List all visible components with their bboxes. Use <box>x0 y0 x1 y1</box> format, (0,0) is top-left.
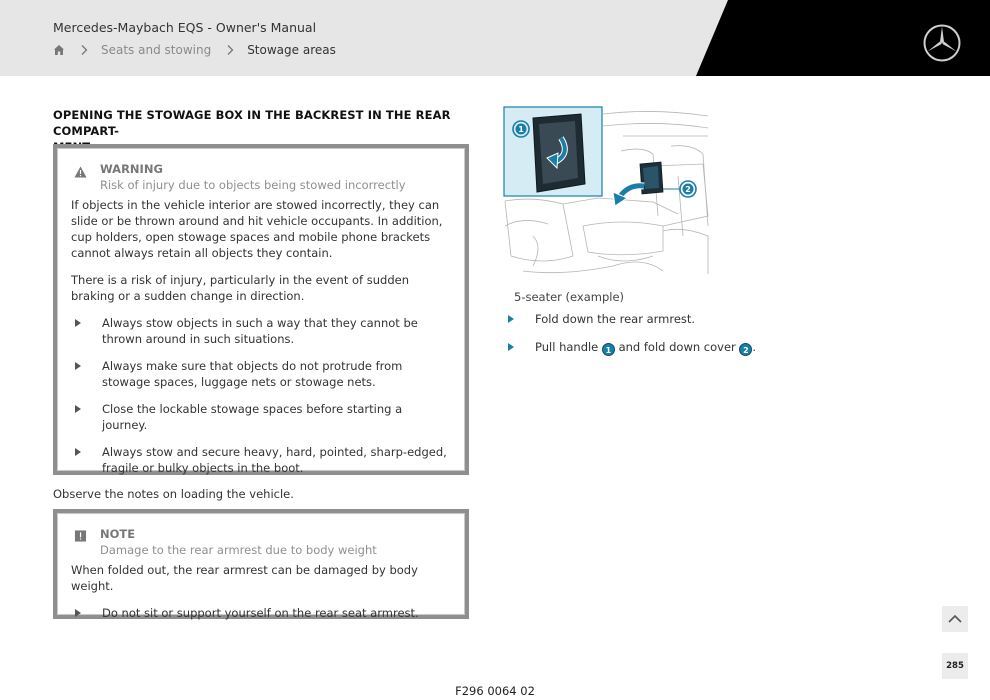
list-item: Always make sure that objects do not protrude from stowage spaces, luggage nets or stowage nets. <box>71 358 450 390</box>
warning-paragraph: If objects in the vehicle interior are stowed incorrectly, they can slide or be thrown around and hit vehicle occupants. In addition, cup holders, open stowage spaces and mobile phone brackets cannot always retain all objects they contain. <box>71 198 443 260</box>
mercedes-star-logo <box>922 23 962 63</box>
home-icon[interactable] <box>53 44 65 56</box>
breadcrumb-stowage-areas: Stowage areas <box>247 43 336 57</box>
warning-triangle-icon <box>74 166 87 178</box>
figure-caption: 5-seater (example) <box>514 290 625 304</box>
bullet-arrow-icon <box>75 405 81 413</box>
warning-box <box>53 144 469 475</box>
svg-text:1: 1 <box>518 125 524 134</box>
note-header <box>71 526 450 558</box>
chevron-up-icon <box>942 606 968 632</box>
chevron-right-icon <box>225 44 235 56</box>
note-label: NOTE <box>100 527 136 541</box>
warning-label: WARNING <box>100 162 163 176</box>
warning-paragraph: There is a risk of injury, particularly in the event of sudden braking or a sudden change in direction. <box>71 273 409 303</box>
note-bullet-list <box>71 605 450 621</box>
note-subtitle: Damage to the rear armrest due to body weight <box>100 543 377 557</box>
callout-badge-2: 2 <box>739 343 752 356</box>
scroll-to-top-button[interactable] <box>942 606 968 632</box>
step-arrow-icon <box>508 315 514 323</box>
list-item: Pull handle 1 and fold down cover 2 . <box>507 339 947 356</box>
armrest-stowage-illustration <box>503 106 713 278</box>
section-title: OPENING THE STOWAGE BOX IN THE BACKREST IN THE REAR COMPART- <box>53 108 451 138</box>
observe-note-text: Observe the notes on loading the vehicle. <box>53 487 294 501</box>
bullet-arrow-icon <box>75 362 81 370</box>
exclamation-square-icon <box>74 530 87 542</box>
manual-title: Mercedes-Maybach EQS - Owner's Manual <box>53 20 317 35</box>
list-item: Close the lockable stowage spaces before starting a journey. <box>71 401 450 433</box>
header-black-panel <box>0 0 990 76</box>
warning-bullet-list <box>71 315 450 476</box>
instruction-steps <box>507 311 947 356</box>
page-number[interactable]: 285 <box>942 653 968 679</box>
list-item: Do not sit or support yourself on the rear seat armrest. <box>71 605 450 621</box>
list-item: Always stow objects in such a way that they cannot be thrown around in such situations. <box>71 315 450 347</box>
warning-header <box>71 161 450 193</box>
callout-1 <box>513 121 529 137</box>
callout-badge-1: 1 <box>602 343 615 356</box>
note-box <box>53 509 469 619</box>
breadcrumb-seats-and-stowing[interactable]: Seats and stowing <box>101 43 212 57</box>
list-item: Fold down the rear armrest. <box>507 311 947 327</box>
bullet-arrow-icon <box>75 319 81 327</box>
chevron-right-icon <box>79 44 89 56</box>
breadcrumb <box>53 42 336 58</box>
note-paragraph: When folded out, the rear armrest can be damaged by body weight. <box>71 563 418 593</box>
svg-text:2: 2 <box>685 185 691 194</box>
step-arrow-icon <box>508 343 514 351</box>
bullet-arrow-icon <box>75 448 81 456</box>
callout-2 <box>680 181 696 197</box>
warning-subtitle: Risk of injury due to objects being stowed incorrectly <box>100 178 406 192</box>
image-reference-code: F296 0064 02 <box>455 684 535 698</box>
page-header <box>0 0 990 76</box>
list-item: Always stow and secure heavy, hard, pointed, sharp-edged, fragile or bulky objects in the boot. <box>71 444 450 476</box>
bullet-arrow-icon <box>75 609 81 617</box>
